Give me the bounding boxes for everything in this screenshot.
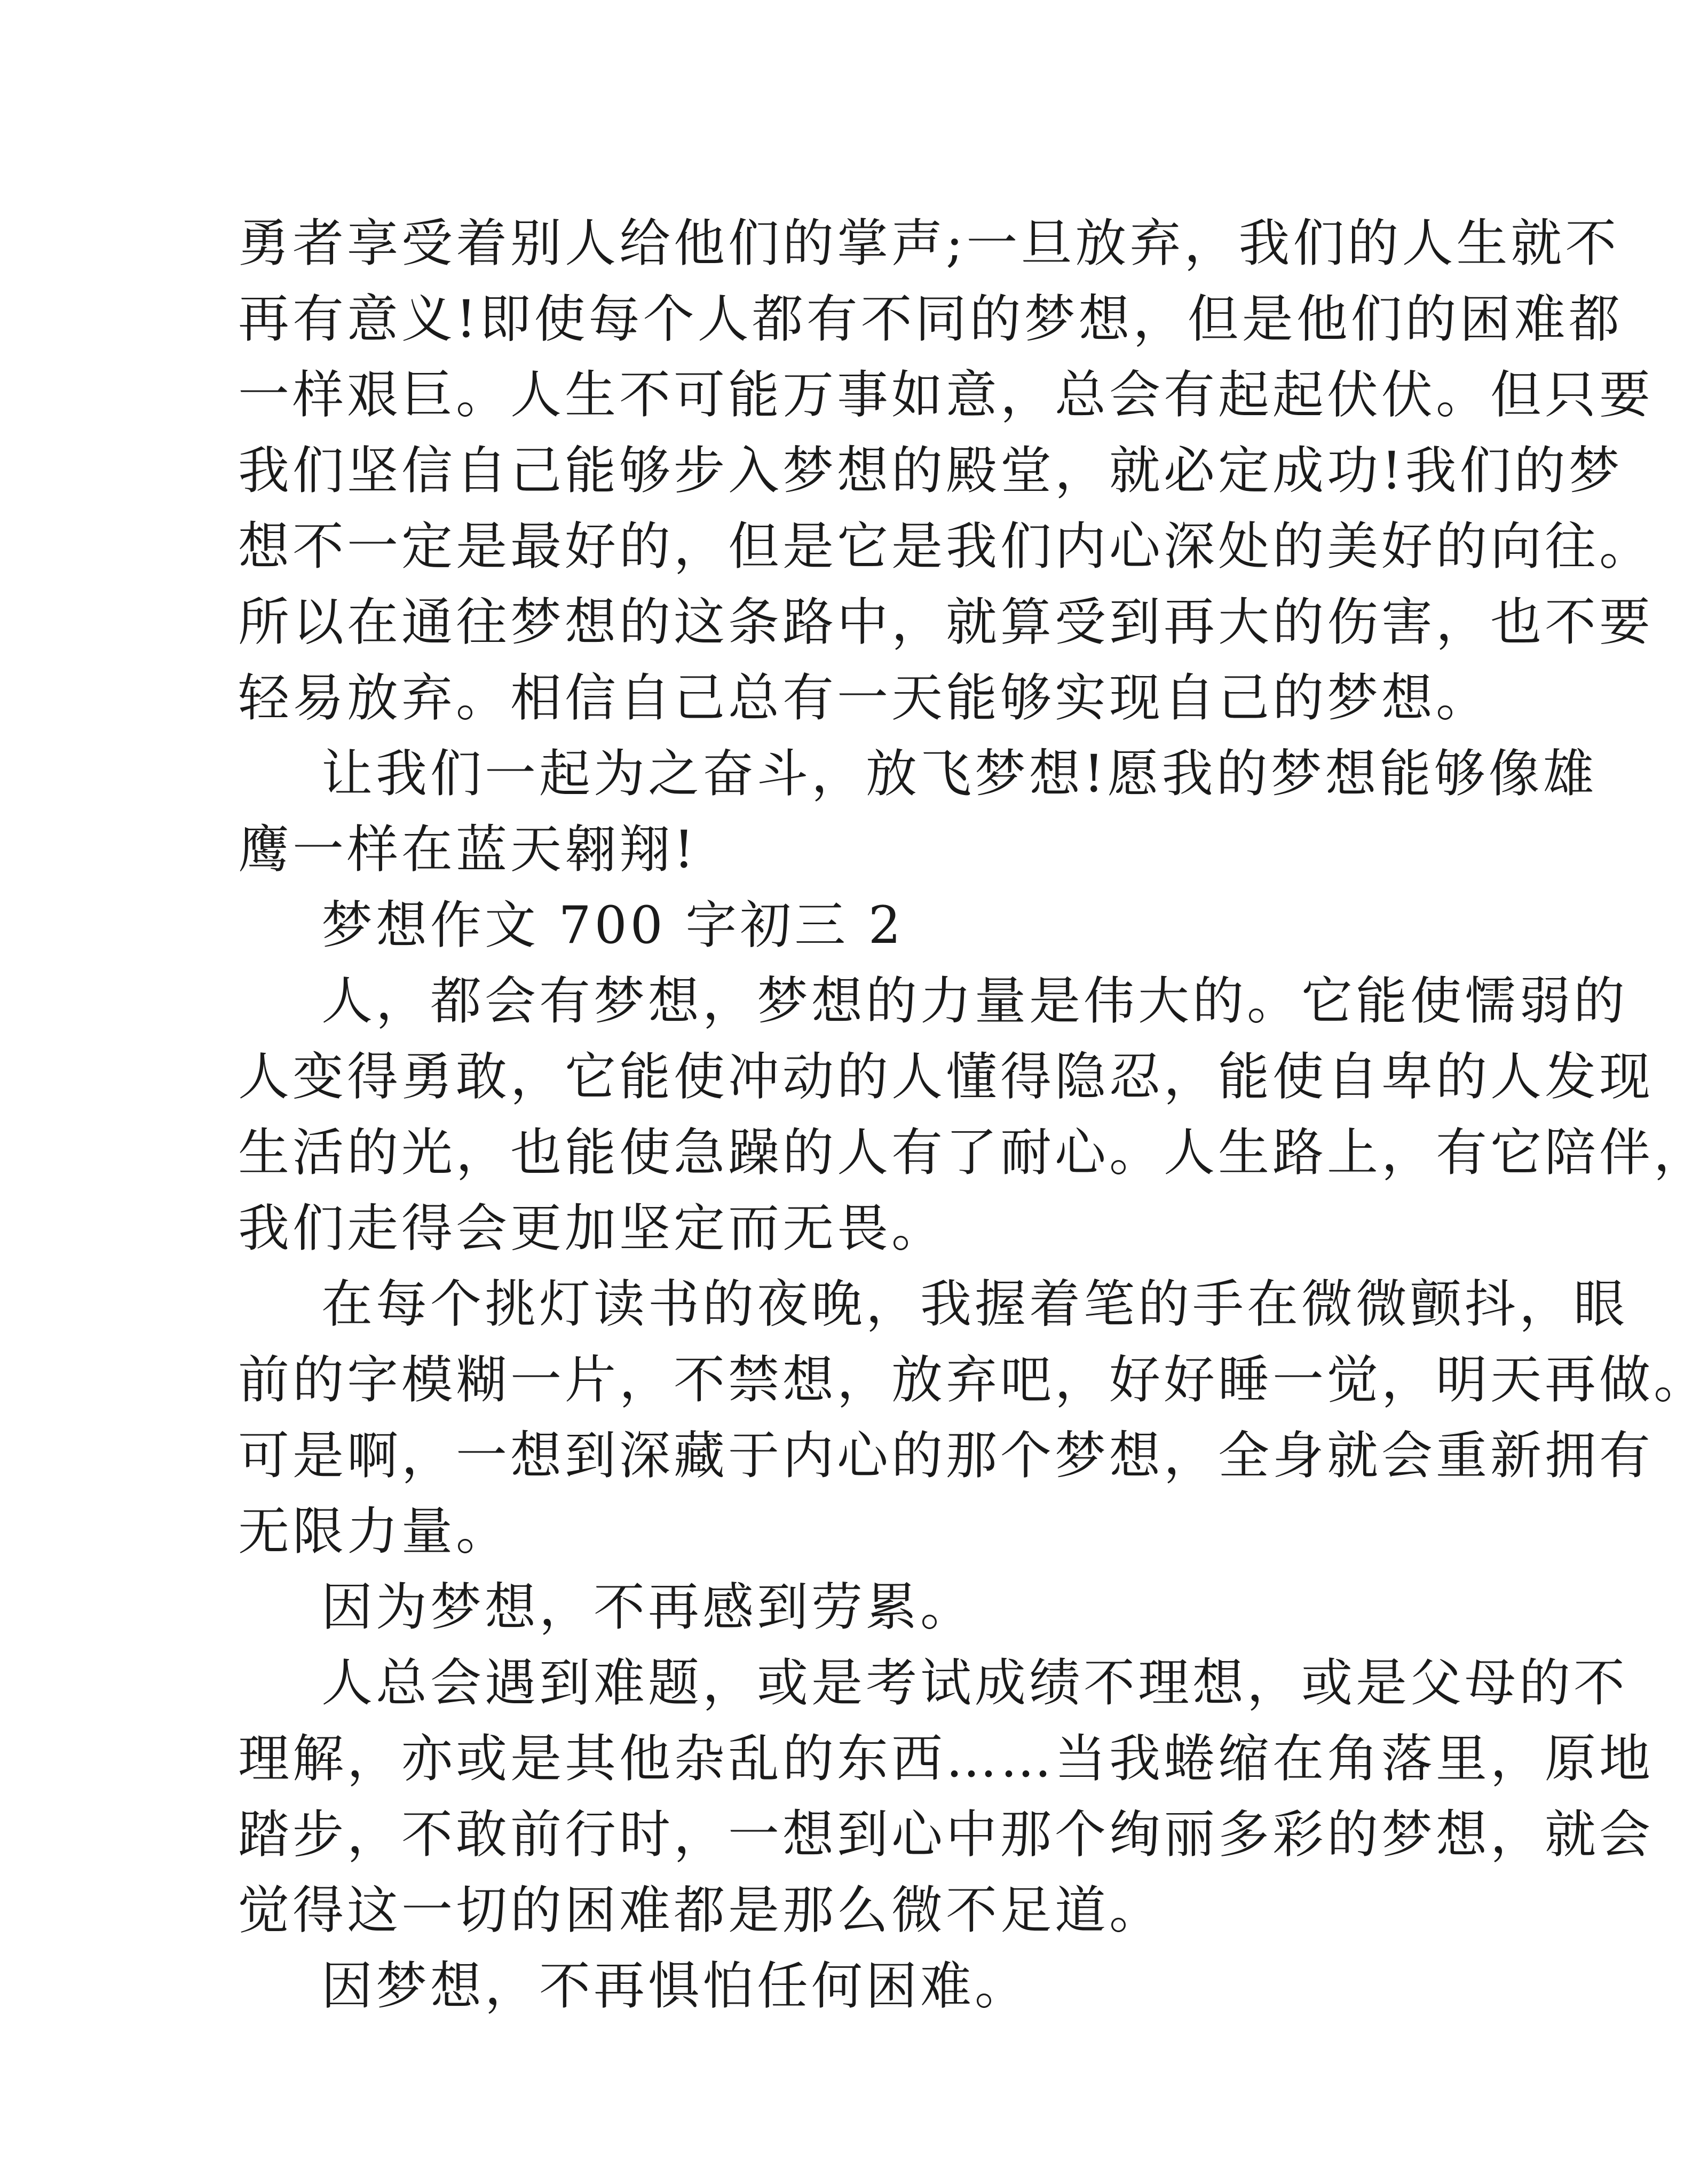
- text-line: 鹰一样在蓝天翱翔!: [238, 820, 698, 879]
- text-line: 勇者享受着别人给他们的掌声;一旦放弃，我们的人生就不: [238, 213, 1620, 273]
- text-line: 想不一定是最好的，但是它是我们内心深处的美好的向往。: [238, 517, 1654, 576]
- text-line: 可是啊，一想到深藏于内心的那个梦想，全身就会重新拥有: [238, 1426, 1654, 1486]
- paragraph-first-line: 因梦想，不再惧怕任何困难。: [321, 1956, 1029, 2016]
- paragraph-first-line: 人，都会有梦想，梦想的力量是伟大的。它能使懦弱的: [321, 971, 1628, 1031]
- text-line: 再有意义!即使每个人都有不同的梦想，但是他们的困难都: [238, 289, 1623, 349]
- text-line: 踏步，不敢前行时，一想到心中那个绚丽多彩的梦想，就会: [238, 1805, 1654, 1864]
- paragraph-first-line: 梦想作文 700 字初三 2: [321, 895, 904, 955]
- text-line: 轻易放弃。相信自己总有一天能够实现自己的梦想。: [238, 668, 1490, 728]
- text-line: 生活的光，也能使急躁的人有了耐心。人生路上，有它陪伴，: [238, 1123, 1708, 1182]
- text-line: 我们坚信自己能够步入梦想的殿堂，就必定成功!我们的梦: [238, 441, 1623, 501]
- paragraph-first-line: 人总会遇到难题，或是考试成绩不理想，或是父母的不: [321, 1653, 1628, 1713]
- paragraph-first-line: 因为梦想，不再感到劳累。: [321, 1577, 975, 1637]
- document-body: [238, 205, 1708, 2024]
- paragraph-first-line: 在每个挑灯读书的夜晚，我握着笔的手在微微颤抖，眼: [321, 1274, 1628, 1334]
- text-line: 我们走得会更加坚定而无畏。: [238, 1198, 946, 1258]
- text-line: 人变得勇敢，它能使冲动的人懂得隐忍，能使自卑的人发现: [238, 1047, 1654, 1107]
- text-line: 无限力量。: [238, 1502, 510, 1561]
- paragraph-first-line: 让我们一起为之奋斗，放飞梦想!愿我的梦想能够像雄: [321, 744, 1598, 804]
- text-line: 所以在通往梦想的这条路中，就算受到再大的伤害，也不要: [238, 592, 1654, 652]
- text-line: 一样艰巨。人生不可能万事如意，总会有起起伏伏。但只要: [238, 365, 1654, 425]
- text-line: 理解，亦或是其他杂乱的东西……当我蜷缩在角落里，原地: [238, 1729, 1654, 1789]
- text-line: 前的字模糊一片，不禁想，放弃吧，好好睡一觉，明天再做。: [238, 1350, 1708, 1410]
- text-line: 觉得这一切的困难都是那么微不足道。: [238, 1880, 1164, 1940]
